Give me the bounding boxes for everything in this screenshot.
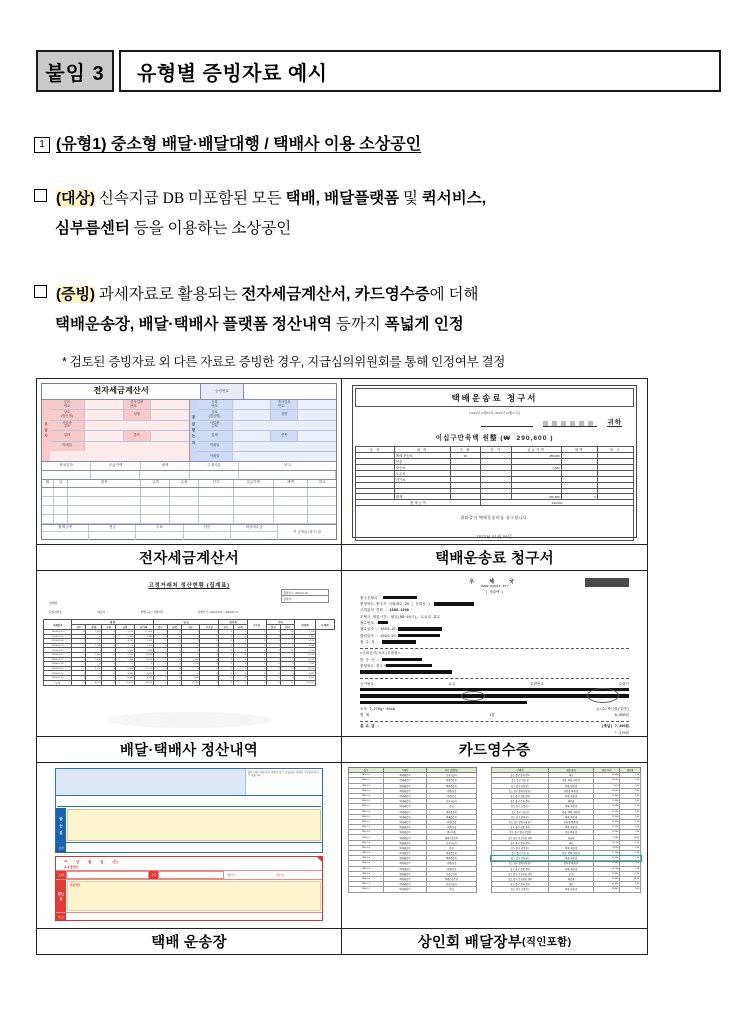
sample-caption-waybill: 택배 운송장 xyxy=(37,928,341,954)
table-row: 2024-1-4 택배배송비 2천원운송 xyxy=(349,866,477,871)
table-row: 송도 용구 문화유통점 1 문화점 택배 점 118,00 1,00 xyxy=(491,788,640,793)
merchant-ledger xyxy=(348,767,641,924)
settlement-period: 집계기간 : 2024-01-01 ~ 2024-01-31 xyxy=(197,611,238,614)
waybill-from-tab: 보내 xyxy=(56,871,66,879)
proof-text-c: 에 더해 xyxy=(429,286,479,303)
table-row: 2024-1-1 택배배송비 택배운송비 xyxy=(349,809,477,814)
handwritten-circle-2 xyxy=(587,688,619,703)
table-row: 2024-01-29 1 0 0 8,500 8,500 1 0 3,000 0 0 0 0 0 4 8,500 xyxy=(44,675,335,680)
table-row: 2024-01-05 1 0 3 2,080 2,080 3 0 0 0 0 0 0 0 1 7,100 xyxy=(44,634,335,639)
buyer-block xyxy=(190,400,337,461)
settlement-sheet xyxy=(43,575,335,732)
table-row: 송도 용구 신진유통 센터 배송점 62,000 10,00 xyxy=(491,876,640,881)
sender-address: 충청북도 충주시 xyxy=(360,663,629,669)
total-amount: 총 요 금 : (축납) 7,100원 xyxy=(360,725,629,730)
handwritten-circle-1 xyxy=(461,691,485,701)
table-row: 송도 용구 가공 점 전통, 택배, 배송점 20,100 1,00 xyxy=(491,778,640,783)
table-total-row: 합계 31 4,750 0 53,250 58,000 3 0 12,750 0 0 0 0 0 31 113,250 xyxy=(44,680,335,685)
waybill-barcode-area xyxy=(57,797,321,807)
settlement-col-header: 건수 중량 부피 금액 부가세 건수 금액 건수 수수료 건수 금액 할인 기타 xyxy=(44,625,335,630)
settlement-customer-label: 업체명 xyxy=(49,602,58,605)
table-row: 송도 용구 가공 점 전통, 택배, 배송점 27,200 1,00 xyxy=(491,851,640,856)
table-row: 송도 용구 문화 센터 배송 121,00 1,00 xyxy=(491,840,640,845)
courier-invoice-title: 택배운송료 청구서 xyxy=(355,388,634,407)
receipt-date: 접수일자 : 2024-10- xyxy=(360,627,629,633)
proof-label: (증빙) xyxy=(56,286,95,303)
target-text-d: 퀵서비스, xyxy=(421,190,486,207)
proof-footnote: * 검토된 증빙자료 외 다른 자료로 증빙한 경우, 지급심의위원회를 통해 인정여부 결정 xyxy=(62,355,505,369)
merchant-ledger-image xyxy=(342,763,647,928)
settlement-image xyxy=(37,571,341,736)
post-office-tel: 고객분의 전화 : 1588-1300 xyxy=(360,609,409,614)
table-row: 송도 용구 센터 진열점 전통 택배 점 18,500 1,00 xyxy=(491,830,640,835)
table-row: 노무료 xyxy=(356,471,634,477)
table-header-row: 일자 거래처 적요 (결제처) xyxy=(349,768,477,773)
table-row: 송도 용구 문화 센터 배송 42,000 1,00 xyxy=(491,882,640,887)
table-row: 2024-01-15 1 1,000 0 1,500 11,500 3 0 0 0 0 0 0 0 1 11,500 xyxy=(44,652,335,657)
post-office-header: 우 체 국 xyxy=(469,579,520,585)
amount-in-words: 이십구만육백 원整 xyxy=(435,435,498,442)
post-office-hours: 우체국 영업시간: 평일(09~18시), 토요일 휴무 xyxy=(360,615,441,620)
proof-text-b: 전자세금계산서, 카드영수증 xyxy=(241,286,430,303)
waybill-address-row xyxy=(56,879,322,912)
divider xyxy=(360,678,629,679)
settlement-meta-line xyxy=(43,605,335,617)
parcel-count: 합 계 1통 6,000원 xyxy=(360,714,629,719)
table-row: 할증료 2,600 xyxy=(356,465,634,471)
waybill-address-tab: 받는 분 xyxy=(56,880,66,912)
approval-no-value xyxy=(244,384,336,399)
waybill-sender-tab: 보낸 xyxy=(56,843,66,852)
table-row: 2024-01-23 1 1,750 0 5,000 11,750 3 0 0 0 0 0 0 0 2 11,750 xyxy=(44,666,335,671)
waybill-qty-field xyxy=(158,871,224,879)
table-row: 2024-1-1 택배배송비 택배운송비 xyxy=(349,783,477,788)
post-office-name: 충주우체국 xyxy=(360,595,629,601)
table-row: 2024-1-4 택배배송비 운임 xyxy=(349,845,477,850)
waybill-receiver-row xyxy=(56,808,322,843)
waybill-blue-section xyxy=(55,768,323,853)
corner-marker xyxy=(317,857,322,862)
ledger-left-table-wrap xyxy=(348,767,477,924)
table-row: 2024-01-08 1 0 3 4,520 4,520 3 0 0 0 0 0 0 0 7 4,520 xyxy=(44,639,335,644)
sample-caption-settlement: 배달·택배사 정산내역 xyxy=(37,736,341,762)
sample-caption-courier-invoice: 택배운송료 청구서 xyxy=(342,544,647,570)
approval-no-label: 승인번호 xyxy=(201,384,244,399)
table-row: 2024-1-4 택배배송비 택배운송비 xyxy=(349,851,477,856)
courier-invoice-statement-box xyxy=(355,506,634,541)
table-row: 2024-1-4 택배배송비 신용승인처 xyxy=(349,871,477,876)
proof-paragraph xyxy=(34,282,710,337)
table-row: 송도 용구 가공 점 전통, 택배, 배송점 36,100 1,00 xyxy=(491,809,640,814)
issue-date: 출력일자 : 2024-10- xyxy=(360,633,629,639)
waybill-logo-area xyxy=(56,769,246,795)
type-heading-label: (유형1) 중소형 배달·배달대행 / 택배사 이용 소상공인 xyxy=(56,136,422,153)
waybill-sign-label-1: 접수인 xyxy=(227,874,235,877)
supplier-rows: 등록 번호 종사업장 번호 상호 (법인명) 성명 사업장 주소 업태 종목 이메일 xyxy=(50,400,189,461)
recipient-blank-1 xyxy=(481,421,533,427)
tax-invoice-summary-values xyxy=(42,471,336,480)
target-label: (대상) xyxy=(56,190,95,207)
waybill-red-section xyxy=(55,856,323,921)
waybill-from-field xyxy=(66,871,149,879)
sample-caption-merchant-ledger xyxy=(342,928,647,954)
waybill-sender-field xyxy=(66,843,322,852)
table-row: 산가료 xyxy=(356,477,634,483)
table-row: 2024-1-4 택배배송비 택배운송비 xyxy=(349,856,477,861)
sender: 발 송 인 : xyxy=(360,657,629,663)
waybill-address-field xyxy=(67,881,321,911)
table-row: 2024-01-26 1 0 0 4,000 4,000 3 0 0 0 0 0 0 0 3 4,000 xyxy=(44,671,335,676)
table-row: 송도 용구 문화점 1 택배, 배송점 22,600 1,00 xyxy=(491,814,640,819)
sample-cell-courier-invoice xyxy=(342,379,647,570)
ledger-right-table-wrap xyxy=(491,767,641,924)
waybill-form xyxy=(55,768,323,923)
checkbox-icon xyxy=(34,285,47,298)
proof-text-a: 과세자료로 활용되는 xyxy=(94,286,242,303)
table-row: 2024-1-1 택배배송비 운임 xyxy=(349,804,477,809)
table-row: 송도 용구 상품 센터 택배, 배송점 19,500 1,00 xyxy=(491,825,640,830)
waybill-remark-field xyxy=(66,913,322,920)
table-row: 2024-1-1 택배배송비 2천원운송 xyxy=(349,825,477,830)
tax-invoice-footer: 합계금액 현금 수표 어음 외상미수금 이 금액을 (청구) 함 xyxy=(42,524,336,541)
post-receipt xyxy=(356,576,633,736)
waybill-remark-tab: 비 고 xyxy=(56,913,66,920)
proof-text-d: 택배운송장, 배달·택배사 플랫폼 정산내역 xyxy=(55,316,332,334)
table-row: 송도 용구 문화유통점 1 문화점 택배 점 50,000 1,00 xyxy=(491,861,640,866)
post-office-address: 충청북도 충주시 국원대로 20 ( 문화동 ) xyxy=(360,601,629,607)
proof-text-f: 폭넓게 인정 xyxy=(384,316,464,334)
sample-cell-merchant-ledger xyxy=(342,763,647,954)
table-row: 2024-1-4 택배배송비 택배수송운전 xyxy=(349,876,477,881)
attachment-heading xyxy=(36,50,721,92)
receipt-columns: 등기번호 요금 우편번호 수취인 xyxy=(360,682,629,687)
supplier-side-label: 공 급 자 xyxy=(42,400,50,461)
table-row: 2024-01-10 1 1,500 0 0 1,500 3 0 0 0 0 0 0 0 2 4,500 xyxy=(44,643,335,648)
ledger-left-table xyxy=(348,767,477,893)
table-row: 2024-1-4 택배배송비 한국지급사 xyxy=(349,840,477,845)
sample-cell-tax-invoice xyxy=(37,379,342,570)
waybill-receiver-field xyxy=(67,809,321,841)
tax-invoice-parties xyxy=(42,400,336,462)
checkbox-icon xyxy=(34,189,47,202)
settlement-meta xyxy=(281,589,329,603)
table-row: 2024-1-1 택배배송비 1천원운송 xyxy=(349,788,477,793)
amount-figures: 290,600 xyxy=(516,435,548,442)
target-text-c: 및 xyxy=(399,190,422,207)
table-row: 송도 용구 문화 센터 배송점 11,000 1,00 xyxy=(491,799,640,804)
table-row: 2024-1-1 택배배송비 택배수송운전 xyxy=(349,835,477,840)
target-text-e: 심부름센터 xyxy=(55,220,130,238)
table-row: 2024-1-7 택배배송비 운임 xyxy=(349,887,477,892)
table-row: 택배 운송료 20 288,000 xyxy=(356,453,634,459)
table-row: 2024-1-1 택배배송비 택시비용 xyxy=(349,830,477,835)
target-text-f: 등을 이용하는 소상공인 xyxy=(129,220,292,238)
tax-invoice-title: 전자세금계산서 xyxy=(42,384,201,399)
waybill-top-row xyxy=(56,769,322,796)
post-office-branch: ( 세출백 ) xyxy=(485,591,504,595)
sample-row-1 xyxy=(37,379,647,571)
courier-invoice-recipient xyxy=(355,416,634,430)
table-row: 2024-01-03 31 7,050 0 1,150 (1,150) 0 0 0 0 0 0 0 0 31 7,150 xyxy=(44,630,335,635)
table-row: 2024-01-17 1 1,000 0 1,500 11,500 1 0 1,000 0 0 0 0 0 1 11,500 xyxy=(44,657,335,662)
evidence-sample-grid xyxy=(36,378,648,955)
table-row: 2024-1-7 택배배송비 한국지급사 xyxy=(349,882,477,887)
table-row: 송도 용구 신진유통 센터 배송점 73,200 10,00 xyxy=(491,835,640,840)
table-row: 송도 용구 진열점 1 택배, 배송점 198,60 1,00 xyxy=(491,845,640,850)
table-row: 송도 용구 상품 센터 택배, 배송점 28,700 1,00 xyxy=(491,866,640,871)
waybill-image xyxy=(37,763,341,928)
target-line2 xyxy=(34,216,710,241)
table-row: 송도 용구 문화 센터 배송 20,400 1,00 xyxy=(491,773,640,778)
courier-invoice-form xyxy=(352,385,637,538)
sample-cell-settlement xyxy=(37,571,342,762)
courier-invoice-amount: 이십구만육백 원整 (₩ 290,600 ) xyxy=(435,435,554,442)
attachment-tag: 붙임 3 xyxy=(36,50,114,92)
parcel-weight: 소포 7,270g/ 80cm 농/수/축산물(일반) xyxy=(360,708,629,713)
settlement-printer: 출력자 : xyxy=(283,598,293,602)
sample-cell-card-receipt xyxy=(342,571,647,762)
target-text-a: 신속지급 DB 미포함된 모든 xyxy=(94,190,286,207)
settlement-dealer: 대표자 : xyxy=(97,611,107,614)
divider xyxy=(360,648,629,649)
tax-invoice-form xyxy=(41,383,337,540)
sample-caption-card-receipt: 카드영수증 xyxy=(342,736,647,762)
settlement-print-time: 출력일시 : 2024-01-03 xyxy=(282,590,328,596)
currency-symbol: ₩ xyxy=(503,435,511,442)
recipient-suffix: 귀하 xyxy=(607,418,622,426)
courier-invoice-statement: 위와같이 택배운송비를 청구합니다. xyxy=(460,515,529,521)
waybill-order-no-label: 주문번호 xyxy=(70,884,81,887)
table-header-row: 거래처 배송 품목 배송 가격 배송량 xyxy=(491,768,640,773)
page-title: 유형별 증빙자료 예시 xyxy=(119,50,721,92)
buyer-rows: 등록 번호 종사업장 번호 상호 (법인명) 성명 사업장 주소 업태 종목 이메일 이메일 xyxy=(198,400,337,461)
waybill-notice: 잘못기재시 배송지연, 반품이 될 수 있습니다. 정확히 기입하여 주시기 바랍니다. xyxy=(247,771,319,778)
post-office-site: <www.epost.kr> xyxy=(480,585,509,589)
tax-invoice-image xyxy=(37,379,341,544)
buyer-side-label: 공 급 받 는 자 xyxy=(190,400,198,461)
courier-invoice-period: (2024년12월01일~2024년12월31일) xyxy=(469,410,520,415)
table-header-row: 일 자 내 역 수 량 단 가 공급가액 세액 비 고 xyxy=(356,447,634,453)
table-row: 송도 용구 진열점 1 택배, 배송점 98,000 1,00 xyxy=(491,887,640,892)
waybill-sender-row xyxy=(56,843,322,852)
proof-line2 xyxy=(34,312,710,337)
recipient-blank-2 xyxy=(543,421,597,427)
table-row: 송도 용구 신진유통 센터 진 점 19,000 1,00 xyxy=(491,871,640,876)
table-row: 반송 xyxy=(356,459,634,465)
courier-invoice-table xyxy=(355,446,634,506)
tax-invoice-summary-headers: 작성일자 공급가액 세액 수정사유 비고 xyxy=(42,462,336,471)
sample-caption-tax-invoice: 전자세금계산서 xyxy=(37,544,341,570)
divider xyxy=(360,721,629,722)
table-row: 2024-01-20 1 0 0 0 0 3 0 2,700 0 0 0 0 0 2 2,700 xyxy=(44,662,335,667)
courier-invoice-date: 2025년 01월 06일 xyxy=(476,535,513,540)
table-row: 2024-01-13 31 0 0 7,500 7,500 3 0 0 0 0 0 0 0 31 7,500 xyxy=(44,648,335,653)
table-row: 송도 용구 문화점 1 택배, 배송점 38,10 1,00 xyxy=(491,783,640,788)
target-paragraph xyxy=(34,186,710,241)
sample-row-3 xyxy=(37,763,647,954)
proof-text-e: 등까지 xyxy=(331,316,385,334)
receipt-section: <국내등기(소포)우편물> xyxy=(360,652,400,657)
waybill-sign-label-2: 접수일 xyxy=(276,874,284,877)
tax-invoice-foot-note: 이 금액을 (청구) 함 xyxy=(293,529,321,534)
receipt-number: 접수번호 : xyxy=(360,620,629,626)
target-text-b: 택배, 배달플랫폼 xyxy=(285,190,400,207)
total-sub: * 170원 xyxy=(614,731,629,736)
waybill-qty-row xyxy=(56,870,322,879)
table-row: 송도 용구 문화유통점 1 문화점 택배 점 33,100 1,00 xyxy=(491,819,640,824)
ledger-caption-main: 상인회 배달장부 xyxy=(417,935,523,951)
table-row: 2024-1-1 택배배송비 2천원운송 xyxy=(349,793,477,798)
supplier-block xyxy=(42,400,190,461)
settlement-group-header: 거래일자 매 출 입 금 할인액 수수료 기타 잔액계 누계액 xyxy=(44,620,335,625)
waybill-qty-chip: 수량 xyxy=(149,871,158,879)
card-receipt-image xyxy=(342,571,647,736)
clerk: 접 수 자 : xyxy=(360,639,629,645)
sender-address-2 xyxy=(360,670,629,676)
settlement-bizno: 사업자번호 : xyxy=(49,611,64,614)
waybill-receiver-tab: 받 는 분 xyxy=(56,808,66,842)
waybill-date-row: 20 년 월 일 (인) xyxy=(64,859,118,864)
type-number: 1 xyxy=(34,137,50,153)
table-row: 송도 용구 상품 센터 택배, 배송점 22,900 1,00 xyxy=(491,793,640,798)
sample-row-2 xyxy=(37,571,647,763)
receipt-stamp xyxy=(585,578,629,587)
tax-invoice-items: 월 일 품목 규격 수량 단가 공급가액 세액 비고 xyxy=(42,480,336,524)
courier-invoice-image xyxy=(342,379,647,544)
table-row: 2024-1-4 택배배송비 1천원운송 xyxy=(349,861,477,866)
table-row: 2024-1-1 택배배송비 택배운송비 xyxy=(349,814,477,819)
table-row: 합계 290,600 0 xyxy=(356,494,634,500)
ledger-right-table xyxy=(491,767,641,893)
waybill-remark-row xyxy=(56,912,322,920)
settlement-issue-type: 발행구분 : 전월마감 xyxy=(140,611,164,614)
table-row: 송도 용구 문화점 1 택배, 배송점 39,400 1,00 xyxy=(491,856,640,861)
type-heading xyxy=(34,132,421,158)
settlement-table xyxy=(43,619,335,686)
settlement-title: 고정거래처 정산현황 (집계표) xyxy=(148,583,230,589)
table-total-row: 합 계 금 액 290,600 xyxy=(356,500,634,506)
table-row: 2024-1-1 택배배송비 한국지급사 xyxy=(349,773,477,778)
table-row: 2024-1-1 택배배송비 한국지급사 xyxy=(349,799,477,804)
sample-cell-waybill xyxy=(37,763,342,954)
tax-invoice-header xyxy=(42,384,336,400)
waybill-number-label: 운송장번호 xyxy=(64,865,79,869)
watermark xyxy=(107,712,271,728)
table-row: 송도 용구 진열점 1 택배, 배송점 24,600 1,00 xyxy=(491,804,640,809)
table-row: 2024-1-1 택배배송비 4천원운송 xyxy=(349,819,477,824)
ledger-caption-sub: (직인포함) xyxy=(522,936,572,948)
table-row: 2024-1-1 택배배송비 택배운송비 xyxy=(349,778,477,783)
